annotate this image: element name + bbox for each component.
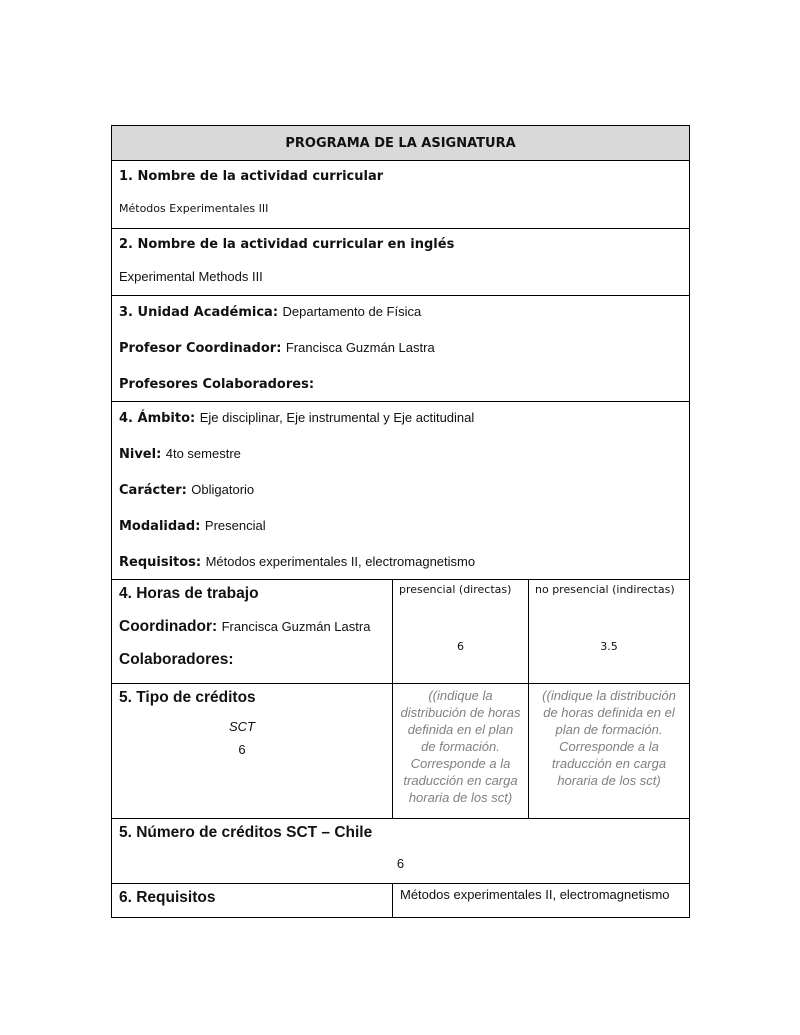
section-1-value: Métodos Experimentales III <box>119 202 269 215</box>
colaboradores-label: Profesores Colaboradores: <box>119 377 315 392</box>
presencial-header: presencial (directas) <box>399 583 512 596</box>
program-table <box>111 125 690 918</box>
profesor-label: Profesor Coordinador: <box>119 341 282 356</box>
section-1-label: 1. Nombre de la actividad curricular <box>119 169 384 184</box>
section-2-value: Experimental Methods III <box>119 269 263 284</box>
creditos-valor: 6 <box>238 742 246 757</box>
numero-creditos-row <box>112 819 690 884</box>
presencial-value: 6 <box>457 640 464 653</box>
requisitos-row <box>112 884 690 918</box>
table-title: PROGRAMA DE LA ASIGNATURA <box>112 126 690 161</box>
section-3-row <box>112 296 690 402</box>
creditos-note-no-presencial: ((indique la distribución de horas definida en el plan de formación. Corresponde a la traducción en carga horaria de los sct) <box>542 688 676 788</box>
horas-coord-value: Francisca Guzmán Lastra <box>221 619 371 634</box>
table-header-row <box>112 126 690 161</box>
horas-coord-label: Coordinador: <box>119 618 218 635</box>
nivel-label: Nivel: <box>119 447 162 462</box>
requisitos-cell-value: Métodos experimentales II, electromagnetismo <box>400 887 670 902</box>
requisitos-value: Métodos experimentales II, electromagnetismo <box>205 554 476 569</box>
section-2-row <box>112 229 690 296</box>
profesor-value: Francisca Guzmán Lastra <box>285 340 435 355</box>
program-document <box>111 125 689 918</box>
section-4-row <box>112 402 690 580</box>
modalidad-label: Modalidad: <box>119 519 201 534</box>
no-presencial-header: no presencial (indirectas) <box>535 583 675 596</box>
numero-creditos-value: 6 <box>396 856 405 871</box>
creditos-tipo: SCT <box>229 719 255 734</box>
horas-row <box>112 580 690 684</box>
creditos-row <box>112 684 690 819</box>
caracter-value: Obligatorio <box>191 482 255 497</box>
numero-creditos-title: 5. Número de créditos SCT – Chile <box>119 824 373 841</box>
horas-colab-label: Colaboradores: <box>119 651 234 668</box>
ambito-value: Eje disciplinar, Eje instrumental y Eje actitudinal <box>199 410 475 425</box>
unidad-value: Departamento de Física <box>282 304 422 319</box>
modalidad-value: Presencial <box>204 518 266 533</box>
section-2-label: 2. Nombre de la actividad curricular en inglés <box>119 237 455 252</box>
caracter-label: Carácter: <box>119 483 187 498</box>
nivel-value: 4to semestre <box>165 446 241 461</box>
requisitos-label: Requisitos: <box>119 555 202 570</box>
creditos-title: 5. Tipo de créditos <box>119 689 256 706</box>
no-presencial-value: 3.5 <box>600 640 618 653</box>
unidad-label: 3. Unidad Académica: <box>119 305 279 320</box>
creditos-note-presencial: ((indique la distribución de horas definida en el plan de formación. Corresponde a la traducción en carga horaria de los sct) <box>400 688 521 805</box>
horas-title: 4. Horas de trabajo <box>119 585 259 602</box>
requisitos-title: 6. Requisitos <box>119 889 216 906</box>
section-1-row <box>112 161 690 229</box>
ambito-label: 4. Ámbito: <box>119 411 196 426</box>
